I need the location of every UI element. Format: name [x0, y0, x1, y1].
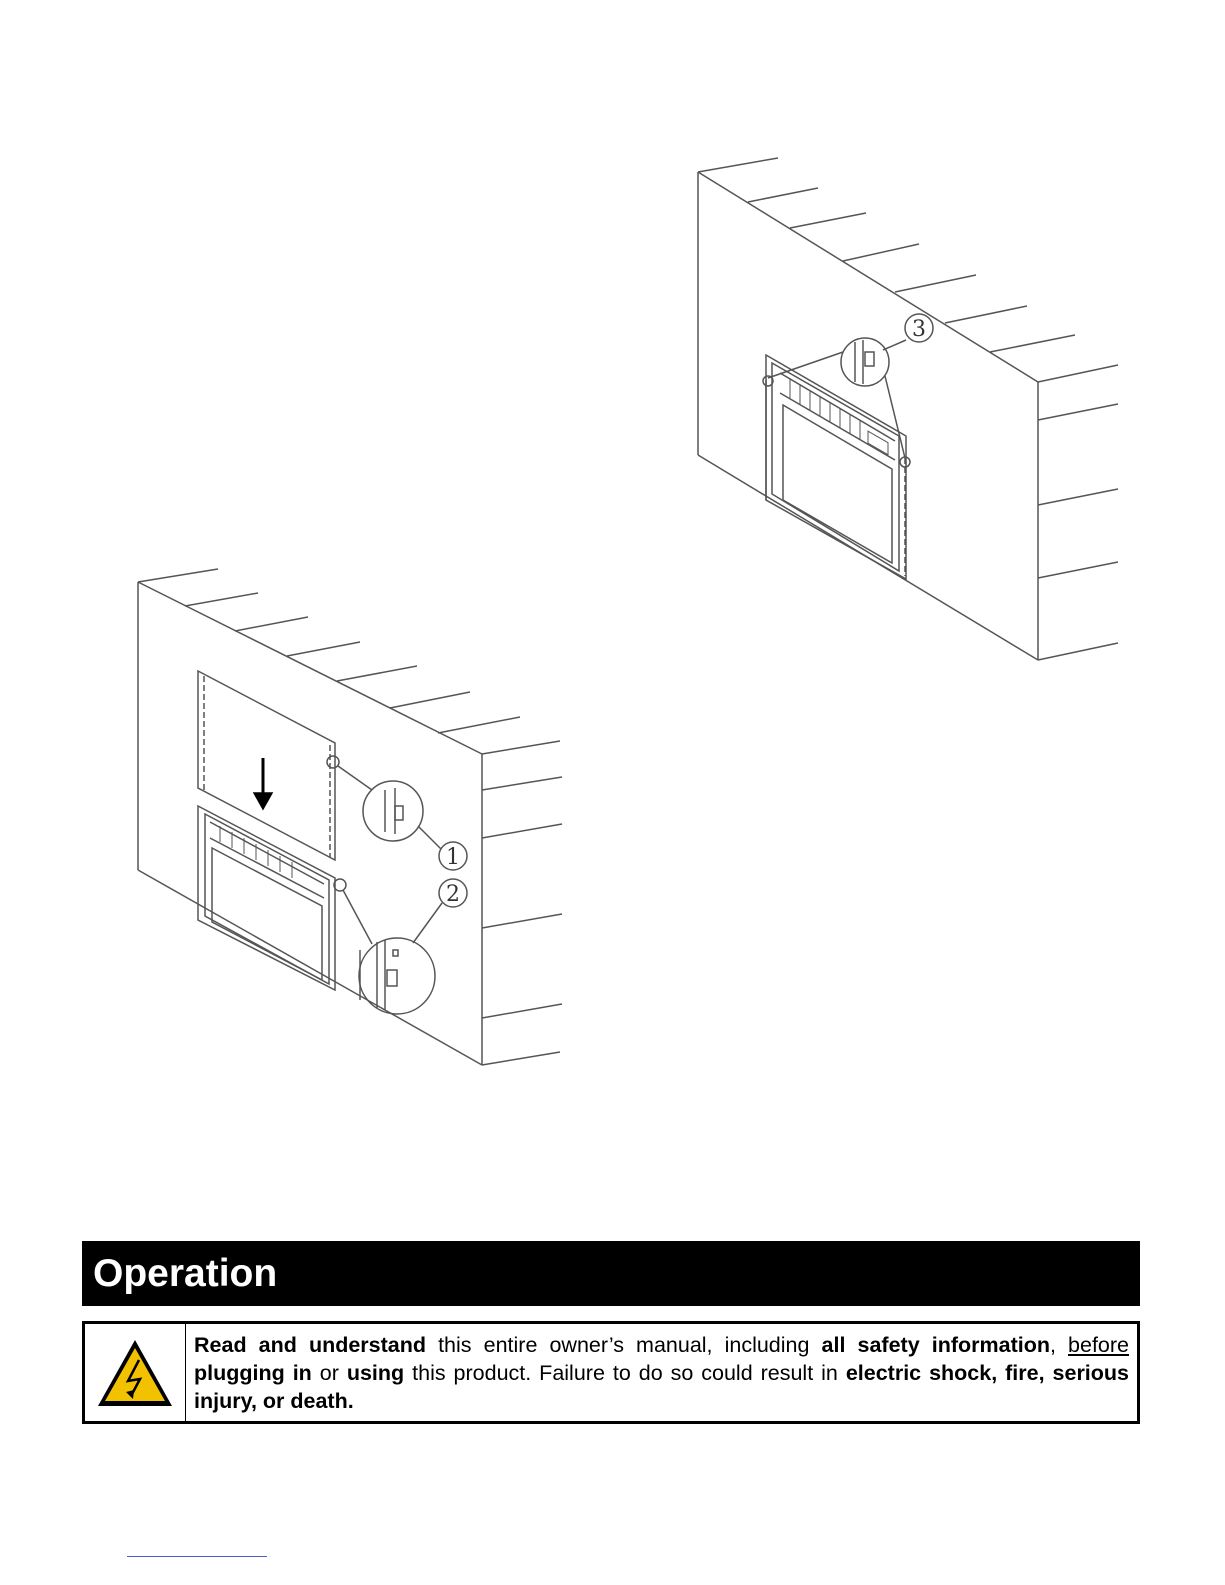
warning-text-bold-9: using [346, 1361, 405, 1385]
section-header [82, 1241, 1140, 1306]
callout-number-2: 2 [446, 882, 460, 907]
callout-number-3: 3 [912, 317, 926, 342]
warning-text [186, 1324, 1137, 1421]
warning-icon-cell [85, 1324, 186, 1421]
warning-text-bold-3: all safety information [821, 1333, 1050, 1357]
section-title: Operation [93, 1252, 278, 1295]
mounted-fireplace-drawing [698, 158, 1118, 660]
footer-link-underline[interactable] [127, 1556, 267, 1557]
warning-text-bold-11: electric shock, fire, serious injury, or death. [194, 1361, 1130, 1413]
electric-hazard-warning-icon [95, 1336, 175, 1410]
warning-text-4: , [1049, 1333, 1069, 1357]
warning-text-10: this product. Failure to do so could result in [404, 1361, 846, 1385]
callout-number-1: 1 [446, 845, 460, 870]
insert-installation-drawing [138, 569, 562, 1065]
warning-text-bold-1: Read and understand [194, 1333, 427, 1357]
warning-text-bold-7: plugging in [194, 1361, 312, 1385]
warning-text-underline-5: before [1068, 1333, 1129, 1357]
warning-text-2: this entire owner’s manual, including [426, 1333, 822, 1357]
warning-box [82, 1321, 1140, 1424]
warning-text-8: or [311, 1361, 347, 1385]
